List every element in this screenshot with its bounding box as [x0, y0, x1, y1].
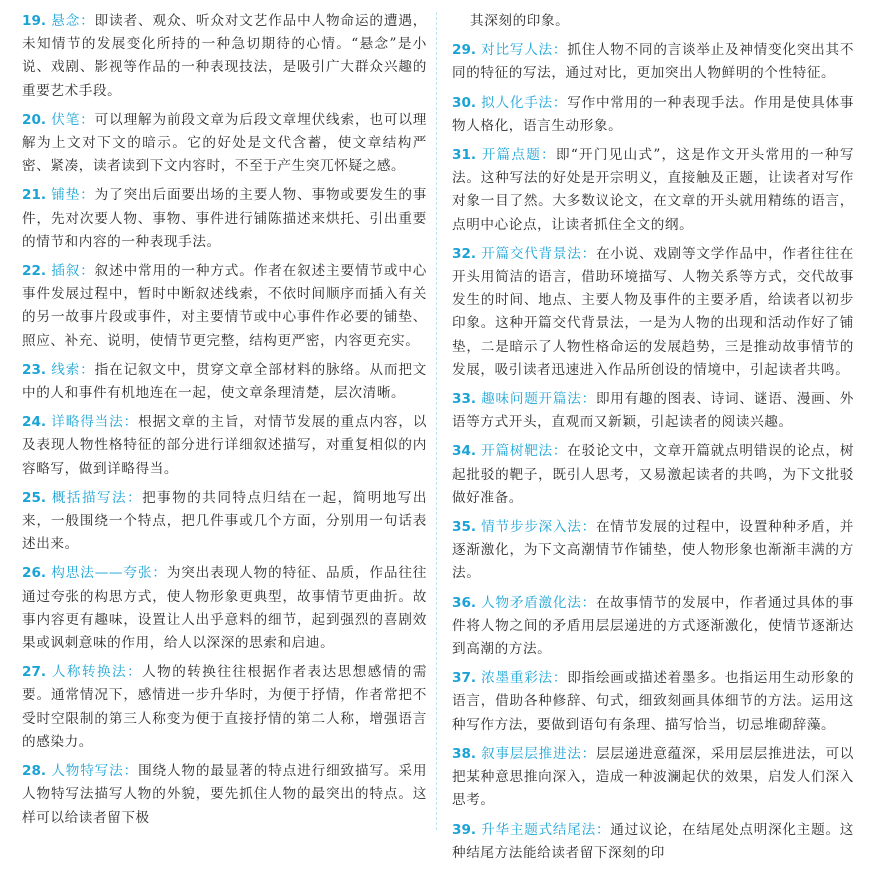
entry-term: 线索	[51, 361, 81, 378]
term-entry	[22, 109, 427, 179]
entry-number: 26.	[22, 565, 47, 582]
term-entry	[22, 184, 427, 254]
entry-definition: 人物的转换往往根据作者表达思想感情的需要。通常情况下，感情进一步升华时，为便于抒情，作者常把不受时空限制的第三人称变为便于直接抒情的第二人称，增强语言的感染力。	[22, 664, 428, 750]
entry-number: 22.	[22, 263, 47, 280]
entry-definition: 根据文章的主旨，对情节发展的重点内容，以及表现人物性格特征的部分进行详细叙述描写，对重复相似的内容略写，做到详略得当。	[22, 414, 428, 477]
entry-number: 38.	[452, 745, 477, 762]
term-colon: ：	[581, 391, 596, 408]
term-entry	[22, 661, 427, 754]
entry-term: 叙事层层推进法	[481, 745, 582, 762]
entry-definition: 在驳论文中，文章开篇就点明错误的论点，树起批驳的靶子，既引人思考，又易激起读者的共鸣，为下文批驳做好准备。	[452, 443, 855, 506]
entry-term: 开篇树靶法	[481, 443, 553, 460]
entry-number: 27.	[22, 664, 47, 681]
entry-number: 35.	[452, 519, 477, 536]
entry-number: 33.	[452, 391, 477, 408]
entry-term: 拟人化手法	[481, 94, 553, 111]
entry-term: 情节步步深入法	[481, 519, 582, 536]
entry-term: 趣味问题开篇法	[481, 391, 582, 408]
entry-definition: 把事物的共同特点归结在一起，简明地写出来，一般围绕一个特点，把几件事或几个方面，分别用一句话表述出来。	[22, 489, 428, 553]
entry-definition: 在情节发展的过程中，设置种种矛盾，并逐渐激化，为下文高潮情节作铺垫，使人物形象也渐渐丰满的方法。	[452, 519, 855, 582]
term-entry	[452, 388, 854, 434]
entry-number: 37.	[452, 670, 477, 687]
term-colon: ：	[552, 443, 568, 460]
entry-definition: 在故事情节的发展中，作者通过具体的事件将人物之间的矛盾用层层递进的方式逐渐激化，使情节逐渐达到高潮的方法。	[452, 594, 855, 658]
entry-definition: 即指绘画或描述着墨多。也指运用生动形象的语言，借助各种修辞、句式，细致刻画具体细节的方法。运用这种写作方法，要做到语句有条理、描写恰当，切忌堆砌辞藻。	[452, 670, 855, 733]
entry-term: 人称转换法	[51, 664, 128, 681]
term-entry	[452, 667, 854, 737]
term-entry	[22, 562, 427, 655]
entry-definition: 即“开门见山式”，这是作文开头常用的一种写法。这种写法的好处是开宗明义，直接触及正题，让读者对写作对象一目了然。大多数议论文，在文章的开头就用精练的语言，点明中心论点，让读者抓住全文的纲。	[452, 147, 855, 233]
entry-term: 概括描写法	[51, 489, 128, 506]
entry-definition: 写作中常用的一种表现手法。作用是使具体事物人格化，语言生动形象。	[452, 94, 855, 134]
continuation-text: 其深刻的印象。	[470, 13, 570, 29]
right-column	[452, 10, 854, 871]
entry-definition: 通过议论，在结尾处点明深化主题。这种结尾方法能给读者留下深刻的印	[452, 821, 855, 861]
entry-definition: 层层递进意蕴深，采用层层推进法，可以把某种意思推向深入，造成一种波澜起伏的效果，启发人们深入思考。	[452, 745, 855, 809]
term-colon: ：	[127, 489, 143, 506]
entry-definition: 可以理解为前段文章为后段文章埋伏线索，也可以理解为上文对下文的暗示。它的好处是文代含蓄，使文章结构严密、紧凑，读者读到下文内容时，不至于产生突兀怀疑之感。	[22, 111, 427, 175]
term-colon: ：	[127, 664, 143, 681]
column-divider	[436, 12, 437, 830]
entry-definition: 叙述中常用的一种方式。作者在叙述主要情节或中心事件发展过程中，暂时中断叙述线索，不依时间顺序而插入有关的另一故事片段或事件，对主要情节或中心事件作必要的铺垫、照应、补充、说明，使情节更完整，结构更严密，内容更充实。	[22, 263, 427, 349]
term-colon: ：	[552, 42, 568, 59]
term-colon: ：	[581, 594, 596, 611]
entry-definition: 为了突出后面要出场的主要人物、事物或要发生的事件，先对次要人物、事物、事件进行铺陈描述来烘托、引出重要的情节和内容的一种表现手法。	[22, 187, 427, 250]
entry-definition: 围绕人物的最显著的特点进行细致描写。采用人物特写法描写人物的外貌，要先抓住人物的最突出的特点。这样可以给读者留下极	[22, 763, 428, 826]
term-colon: ：	[80, 111, 95, 128]
entry-term: 构思法——夸张	[51, 565, 153, 582]
entry-number: 31.	[452, 147, 477, 164]
entry-term: 悬念	[51, 13, 81, 29]
term-colon: ：	[541, 147, 556, 164]
entry-term: 对比写人法	[481, 42, 553, 59]
term-colon: ：	[581, 245, 596, 262]
entry-definition: 即读者、观众、听众对文艺作品中人物命运的遭遇，未知情节的发展变化所持的一种急切期待的心情。“悬念”是小说、戏剧、影视等作品的一种表现技法，是吸引广大群众兴趣的重要艺术手段。	[22, 13, 427, 99]
term-entry	[452, 144, 854, 237]
entry-number: 25.	[22, 489, 47, 506]
term-colon: ：	[80, 13, 95, 29]
entry-term: 升华主题式结尾法	[481, 821, 596, 838]
entry-number: 29.	[452, 42, 477, 59]
term-colon: ：	[80, 187, 95, 204]
entry-number: 19.	[22, 13, 47, 29]
entry-definition: 在小说、戏剧等文学作品中，作者往往在开头用简洁的语言，借助环境描写、人物关系等方式，交代故事发生的时间、地点、主要人物及事件的主要矛盾，给读者以初步印象。这种开篇交代背景法，一是为人物的出现和活动作好了铺垫，二是暗示了人物性格命运的发展趋势，三是推动故事情节的发展，吸引读者迅速进入作品所创设的情境中，引起读者共鸣。	[452, 245, 855, 378]
term-entry	[22, 487, 427, 557]
entry-number: 23.	[22, 361, 47, 378]
entry-term: 开篇点题	[481, 147, 542, 164]
entry-number: 36.	[452, 594, 477, 611]
entry-number: 28.	[22, 763, 47, 780]
term-entry	[22, 260, 427, 353]
entry-definition: 抓住人物不同的言谈举止及神情变化突出其不同的特征的写法，通过对比，更加突出人物鲜明的个性特征。	[452, 42, 855, 82]
term-entry	[452, 516, 854, 586]
term-colon: ：	[152, 565, 167, 582]
term-entry	[452, 440, 854, 510]
entry-definition: 为突出表现人物的特征、品质，作品往往通过夸张的构思方式，使人物形象更典型，故事情节更曲折。故事内容更有趣味，设置让人出乎意料的细节，起到强烈的喜剧效果或讽刺意味的作用，给人以深深的思索和启迪。	[22, 565, 428, 652]
term-entry	[452, 39, 854, 85]
entry-term: 浓墨重彩法	[481, 670, 553, 687]
term-entry	[452, 243, 854, 382]
term-entry	[22, 411, 427, 481]
entry-term: 开篇交代背景法	[481, 245, 582, 262]
term-colon: ：	[595, 821, 611, 838]
term-entry	[22, 760, 427, 830]
entry-number: 21.	[22, 187, 47, 204]
entry-number: 39.	[452, 821, 477, 838]
term-colon: ：	[552, 670, 568, 687]
term-colon: ：	[123, 763, 139, 780]
entry-term: 伏笔	[51, 111, 81, 128]
entry-term: 详略得当法	[51, 414, 124, 431]
entry-term: 人物矛盾激化法	[481, 594, 582, 611]
term-colon: ：	[581, 745, 596, 762]
term-colon: ：	[581, 519, 596, 536]
term-colon: ：	[123, 414, 139, 431]
term-entry	[22, 10, 427, 103]
term-entry	[452, 92, 854, 138]
entry-definition: 即用有趣的图表、诗词、谜语、漫画、外语等方式开头，直观而又新颖，引起读者的阅读兴趣。	[452, 391, 855, 431]
entry-number: 30.	[452, 94, 477, 111]
entry-term: 铺垫	[51, 187, 81, 204]
term-colon: ：	[80, 361, 95, 378]
entry-number: 20.	[22, 111, 47, 128]
left-column	[22, 10, 427, 836]
entry-definition: 指在记叙文中，贯穿文章全部材料的脉络。从而把文中的人和事件有机地连在一起，使文章条理清楚，层次清晰。	[22, 361, 427, 402]
entry-number: 32.	[452, 245, 477, 262]
entry-term: 插叙	[51, 263, 81, 280]
term-entry	[452, 743, 854, 813]
term-colon: ：	[80, 263, 95, 280]
entry-term: 人物特写法	[51, 763, 124, 780]
entry-number: 24.	[22, 414, 47, 431]
term-colon: ：	[552, 94, 568, 111]
entry-number: 34.	[452, 443, 477, 460]
term-entry	[452, 592, 854, 662]
term-entry	[22, 359, 427, 405]
